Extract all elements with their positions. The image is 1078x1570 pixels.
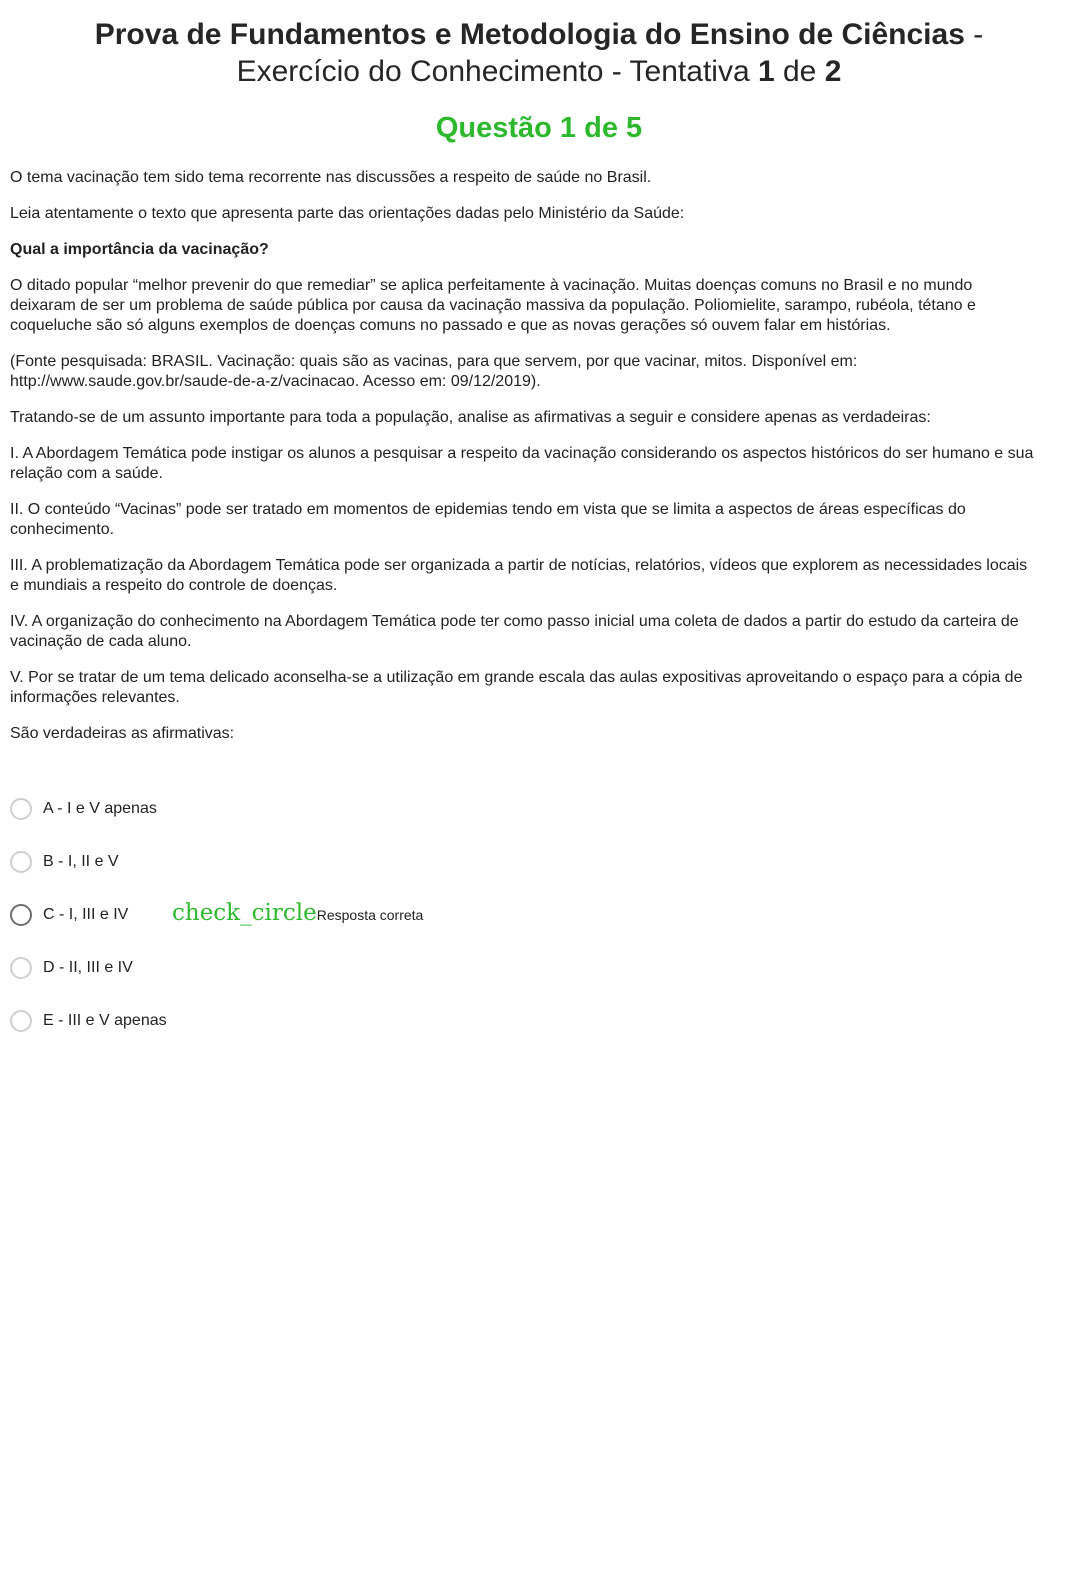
question-subheading: Qual a importância da vacinação? <box>10 241 269 258</box>
source-citation: (Fonte pesquisada: BRASIL. Vacinação: quais são as vacinas, para que servem, por que vacinar, mitos. Disponível em: http://www.saude.gov.br/saude-de-a-z/vacinacao. Acesso em: 09/12/2019). <box>10 353 858 390</box>
option-d[interactable] <box>10 955 710 981</box>
correct-answer-indicator <box>172 900 423 926</box>
option-a[interactable] <box>10 796 710 822</box>
option-b[interactable] <box>10 849 710 875</box>
attempt-total: 2 <box>824 55 842 88</box>
correct-answer-label: Resposta correta <box>316 907 424 923</box>
subtitle-prefix: Exercício do Conhecimento - Tentativa <box>236 55 750 88</box>
question-body <box>10 168 1040 760</box>
statement-ii: II. O conteúdo “Vacinas” pode ser tratado em momentos de epidemias tendo em vista que se limita a aspectos de áreas específicas do conhecimento. <box>10 501 966 538</box>
statement-i: I. A Abordagem Temática pode instigar os alunos a pesquisar a respeito da vacinação considerando os aspectos históricos do ser humano e sua relação com a saúde. <box>10 445 1034 482</box>
question-paragraph: Tratando-se de um assunto importante para toda a população, analise as afirmativas a seguir e considere apenas as verdadeiras: <box>10 409 931 426</box>
page-title <box>0 16 1078 54</box>
statement-v: V. Por se tratar de um tema delicado aconselha-se a utilização em grande escala das aulas expositivas aproveitando o espaço para a cópia de informações relevantes. <box>10 669 1023 706</box>
radio-button-selected[interactable] <box>10 904 32 926</box>
option-label[interactable]: C - I, III e IV <box>43 906 129 923</box>
check-circle-icon: check_circle <box>172 900 317 926</box>
page-header <box>0 16 1078 146</box>
question-prompt: São verdadeiras as afirmativas: <box>10 725 235 742</box>
option-e[interactable] <box>10 1008 710 1034</box>
statement-iii: III. A problematização da Abordagem Temática pode ser organizada a partir de notícias, relatórios, vídeos que explorem as necessidades locais e mundiais a respeito do controle de doenças. <box>10 557 1028 594</box>
option-label[interactable]: D - II, III e IV <box>43 959 133 976</box>
answer-options <box>10 796 710 1061</box>
radio-button[interactable] <box>10 957 32 979</box>
question-paragraph: Leia atentamente o texto que apresenta parte das orientações dadas pelo Ministério da Saúde: <box>10 205 685 222</box>
option-label[interactable]: E - III e V apenas <box>43 1012 167 1029</box>
radio-button[interactable] <box>10 1010 32 1032</box>
radio-button[interactable] <box>10 798 32 820</box>
title-dash: - <box>973 18 984 51</box>
option-label[interactable]: B - I, II e V <box>43 853 119 870</box>
question-paragraph: O ditado popular “melhor prevenir do que remediar” se aplica perfeitamente à vacinação. Muitas doenças comuns no Brasil e no mundo deixaram de ser um problema de saúde pública por causa da vacinação massiva da população. Poliomielite, sarampo, rubéola, tétano e coqueluche são só alguns exemplos de doenças comuns no passado e que as novas gerações só ouvem falar em histórias. <box>10 277 976 334</box>
attempt-of: de <box>783 55 817 88</box>
statement-iv: IV. A organização do conhecimento na Abordagem Temática pode ter como passo inicial uma coleta de dados a partir do estudo da carteira de vacinação de cada aluno. <box>10 613 1019 650</box>
option-c[interactable] <box>10 902 710 928</box>
title-main: Prova de Fundamentos e Metodologia do Ensino de Ciências <box>94 18 965 51</box>
question-counter: Questão 1 de 5 <box>435 112 643 144</box>
radio-button[interactable] <box>10 851 32 873</box>
page-subtitle <box>0 54 1078 90</box>
attempt-current: 1 <box>757 55 775 88</box>
question-paragraph: O tema vacinação tem sido tema recorrente nas discussões a respeito de saúde no Brasil. <box>10 169 652 186</box>
option-label[interactable]: A - I e V apenas <box>43 800 157 817</box>
